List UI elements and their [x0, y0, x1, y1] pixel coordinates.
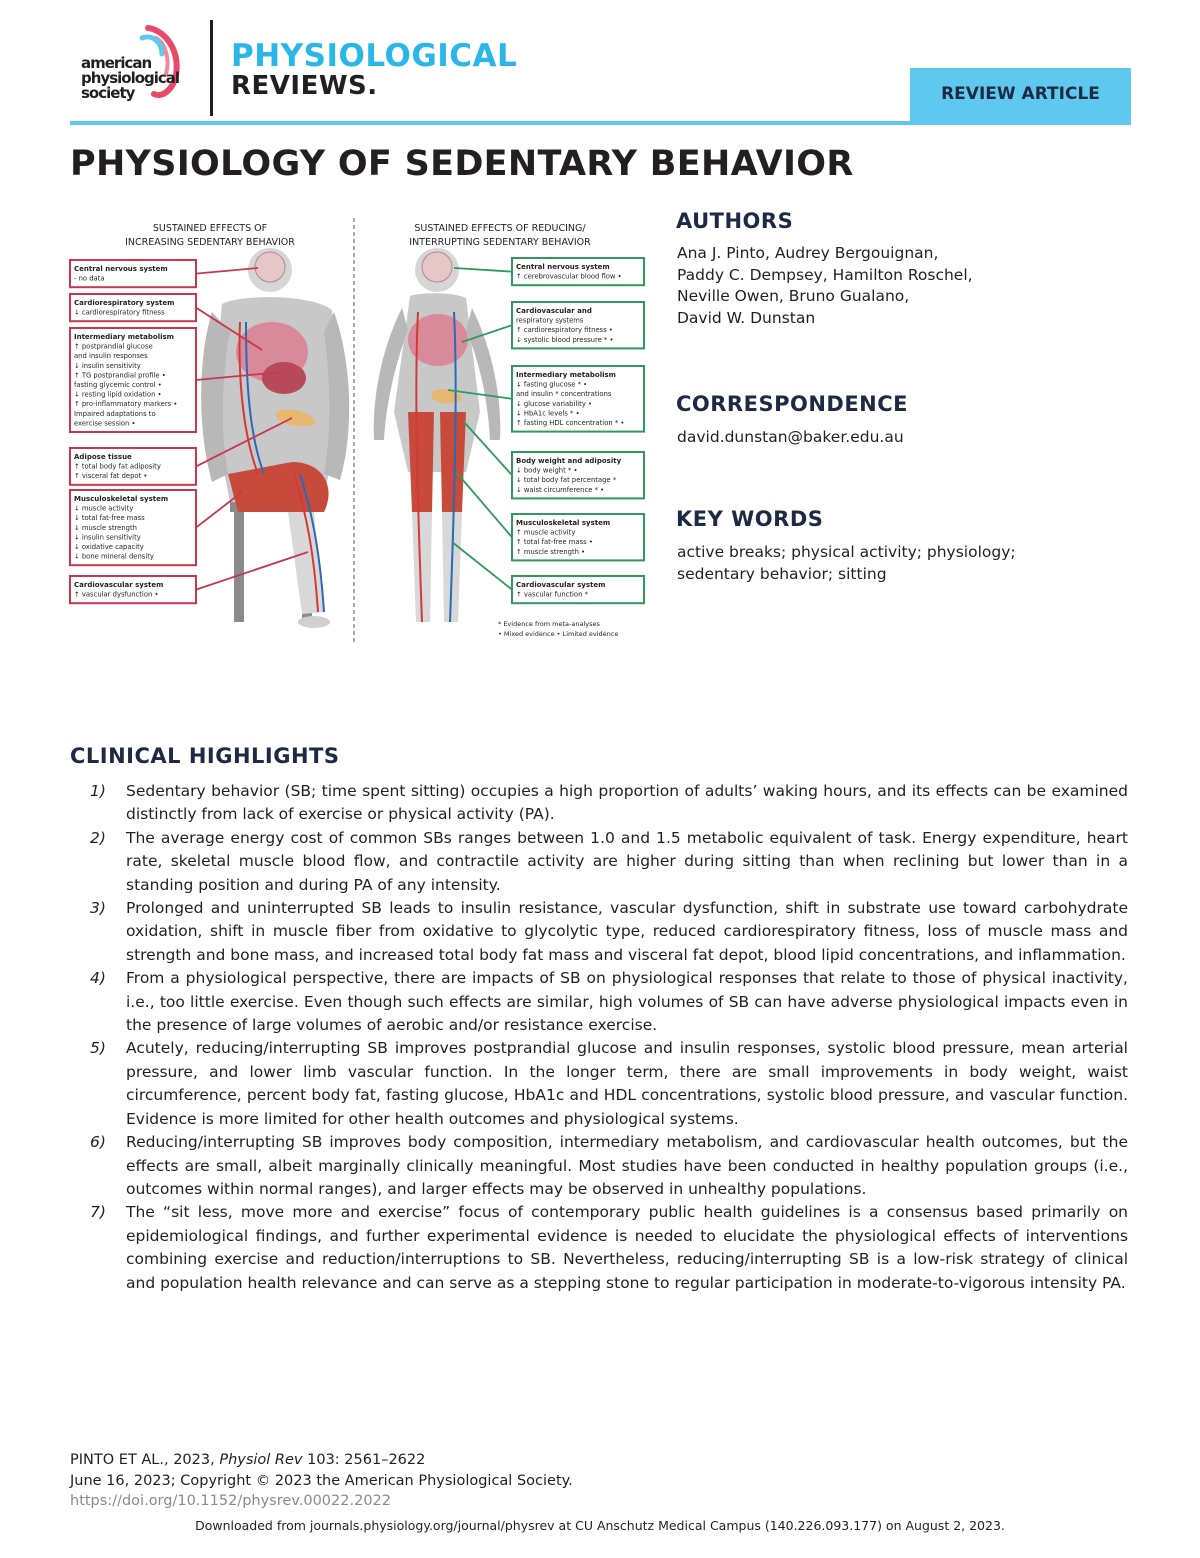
authors-line: Paddy C. Dempsey, Hamilton Roschel,	[677, 265, 973, 284]
right-box-line: ↑ fasting HDL concentration * •	[516, 419, 625, 427]
right-box-line: ↑ muscle activity	[516, 528, 576, 537]
right-box-1	[454, 258, 644, 285]
right-box-line: ↑ muscle strength •	[516, 547, 586, 556]
article-title: PHYSIOLOGY OF SEDENTARY BEHAVIOR	[70, 144, 854, 184]
left-box-line: exercise session •	[74, 419, 136, 428]
right-box-connector	[452, 542, 512, 590]
highlight-text: Reducing/interrupting SB improves body composition, intermediary metabolism, and cardiovascular health outcomes, but the effects are small, albeit marginally clinically meaningful. Most studies have been conducted in healthy population groups (i.e., outcomes within normal ranges), and larger effects may be observed in unhealthy populations.	[126, 1133, 1128, 1198]
highlight-number: 5)	[90, 1039, 106, 1058]
right-box-title: Musculoskeletal system	[516, 519, 611, 527]
highlight-text: The “sit less, move more and exercise” focus of contemporary public health guidelines is a consensus based primarily on epidemiological findings, and further experimental evidence is needed to elucidate the physiological effects of interventions combining exercise and reduction/interruptions to SB. Nevertheless, reducing/interrupting SB is a low-risk strategy of clinical and population health relevance and can serve as a stepping stone to regular participation in moderate-to-vigorous intensity PA.	[126, 1203, 1128, 1292]
right-box-line: ↑ cerebrovascular blood flow •	[516, 272, 622, 281]
authors-list	[677, 243, 973, 329]
authors-line: David W. Dunstan	[677, 308, 816, 327]
doi-link[interactable]: https://doi.org/10.1152/physrev.00022.2022	[70, 1493, 391, 1509]
right-box-title: Intermediary metabolism	[516, 371, 616, 379]
figure-legend-line-2: • Mixed evidence • Limited evidence	[498, 630, 619, 638]
right-box-line: and insulin * concentrations	[516, 390, 612, 399]
highlight-item	[70, 967, 1128, 1037]
right-box-connector	[456, 472, 512, 537]
left-box-title: Cardiovascular system	[74, 581, 164, 589]
left-box-title: Adipose tissue	[74, 453, 132, 461]
citation-journal: Physiol Rev	[219, 1452, 303, 1468]
citation-volume-pages: 103: 2561–2622	[307, 1452, 426, 1468]
highlight-text: Prolonged and uninterrupted SB leads to insulin resistance, vascular dysfunction, shift in substrate use toward carbohydrate oxidation, shift in muscle fiber from oxidative to glycolytic type, reduced cardiorespiratory fitness, loss of muscle mass and strength and bone mass, and increased total body fat mass and visceral fat depot, blood lipid concentrations, and inflammation.	[126, 899, 1128, 964]
left-box-line: - no data	[74, 274, 105, 283]
right-box-title: Central nervous system	[516, 263, 610, 271]
doi-line	[70, 1491, 391, 1511]
society-line-2: physiological	[81, 69, 180, 87]
left-box-line: ↓ total fat-free mass	[74, 514, 145, 523]
article-type-label: REVIEW ARTICLE	[941, 84, 1100, 104]
left-box-line: Impaired adaptations to	[74, 409, 156, 418]
clinical-highlights-heading: CLINICAL HIGHLIGHTS	[70, 744, 340, 768]
left-box-line: fasting glycemic control •	[74, 381, 162, 389]
clinical-highlights-list	[70, 780, 1128, 1295]
left-box-line: ↓ resting lipid oxidation •	[74, 390, 162, 399]
left-box-line: ↑ visceral fat depot •	[74, 472, 148, 481]
left-box-line: ↓ muscle strength	[74, 523, 137, 532]
left-box-line: ↓ muscle activity	[74, 504, 134, 513]
left-box-line: ↓ cardiorespiratory fitness	[74, 308, 165, 317]
highlight-item	[70, 827, 1128, 897]
left-box-line: ↑ pro-inflammatory markers •	[74, 400, 178, 409]
left-box-line: and insulin responses	[74, 352, 148, 361]
figure-legend-line-1: * Evidence from meta-analyses	[498, 620, 600, 628]
keywords-list	[677, 542, 1016, 585]
right-box-line: ↓ HbA1c levels * •	[516, 409, 580, 418]
authors-line: Neville Owen, Bruno Gualano,	[677, 287, 910, 305]
seated-figure-illustration	[201, 248, 349, 628]
keywords-line: active breaks; physical activity; physiology;	[677, 543, 1016, 561]
figure-left-heading-2: INCREASING SEDENTARY BEHAVIOR	[125, 237, 295, 248]
society-line-1: american	[81, 54, 152, 72]
highlight-text: Sedentary behavior (SB; time spent sitting) occupies a high proportion of adults’ waking hours, and its effects can be examined distinctly from lack of exercise or physical activity (PA).	[126, 782, 1128, 824]
authors-line: Ana J. Pinto, Audrey Bergouignan,	[677, 244, 939, 262]
highlight-number: 4)	[90, 969, 106, 988]
figure-right-heading-2: INTERRUPTING SEDENTARY BEHAVIOR	[409, 237, 591, 248]
highlight-number: 1)	[90, 782, 106, 800]
highlight-text: From a physiological perspective, there are impacts of SB on physiological responses that relate to those of physical inactivity, i.e., too little exercise. Even though such effects are similar, high volumes of SB can have adverse physiological impacts even in the presence of large volumes of aerobic and/or resistance exercise.	[126, 969, 1128, 1035]
left-box-line: ↓ insulin sensitivity	[74, 361, 141, 370]
highlight-number: 2)	[90, 828, 106, 847]
right-box-2	[462, 302, 644, 348]
highlight-item	[70, 1201, 1128, 1295]
society-line-3: society	[81, 84, 135, 102]
correspondence-heading: CORRESPONDENCE	[676, 392, 909, 416]
right-box-line: ↓ total body fat percentage *	[516, 476, 617, 485]
left-box-line: ↑ total body fat adiposity	[74, 462, 161, 471]
figure-right-heading-1: SUSTAINED EFFECTS OF REDUCING/	[414, 223, 586, 234]
highlight-item	[70, 897, 1128, 967]
right-effects-boxes	[448, 258, 644, 603]
citation-authors: PINTO ET AL., 2023,	[70, 1452, 215, 1468]
left-box-title: Intermediary metabolism	[74, 333, 174, 341]
left-box-line: ↓ oxidative capacity	[74, 543, 144, 551]
right-box-connector	[454, 268, 512, 272]
right-box-line: ↓ body weight * •	[516, 466, 578, 475]
left-box-line: ↓ insulin sensitivity	[74, 533, 141, 542]
right-box-line: ↓ fasting glucose * •	[516, 380, 588, 389]
right-box-line: ↑ cardiorespiratory fitness •	[516, 326, 613, 335]
correspondence-email[interactable]: david.dunstan@baker.edu.au	[677, 428, 904, 446]
authors-heading: AUTHORS	[676, 209, 794, 233]
left-box-line: ↑ TG postprandial profile •	[74, 371, 166, 380]
figure-left-heading-1: SUSTAINED EFFECTS OF	[152, 223, 268, 234]
right-box-line: respiratory systems	[516, 316, 584, 325]
left-box-line: ↓ bone mineral density	[74, 552, 154, 561]
left-box-5	[70, 490, 242, 565]
header-divider	[210, 20, 213, 116]
left-box-line: ↑ postprandial glucose	[74, 342, 153, 351]
highlight-text: Acutely, reducing/interrupting SB improves postprandial glucose and insulin responses, systolic blood pressure, mean arterial pressure, and lower limb vascular function. In the longer term, there are small improvements in body weight, waist circumference, percent body fat, fasting glucose, HbA1c and HDL concentrations, systolic blood pressure, and vascular function. Evidence is more limited for other health outcomes and physiological systems.	[126, 1039, 1128, 1128]
right-box-title: Cardiovascular and	[516, 307, 592, 315]
highlight-item	[70, 780, 1128, 827]
publication-date-line: June 16, 2023; Copyright © 2023 the American Physiological Society.	[70, 1473, 573, 1489]
left-box-line: ↑ vascular dysfunction •	[74, 590, 159, 599]
right-box-line: ↑ total fat-free mass •	[516, 538, 593, 547]
highlight-item	[70, 1131, 1128, 1201]
right-box-title: Cardiovascular system	[516, 581, 606, 589]
left-box-connector	[196, 552, 308, 590]
journal-name-line-2: REVIEWS.	[231, 71, 378, 101]
left-box-1	[70, 260, 258, 287]
right-box-line: ↓ waist circumference * •	[516, 485, 605, 494]
download-note: Downloaded from journals.physiology.org/journal/physrev at CU Anschutz Medical Campus (140.226.093.177) on August 2, 2023.	[195, 1518, 1005, 1533]
journal-name-line-1: PHYSIOLOGICAL	[231, 38, 518, 74]
highlight-item	[70, 1037, 1128, 1131]
graphical-abstract	[62, 212, 652, 652]
keywords-line: sedentary behavior; sitting	[677, 564, 887, 583]
highlight-text: The average energy cost of common SBs ranges between 1.0 and 1.5 metabolic equivalent of task. Energy expenditure, heart rate, skeletal muscle blood flow, and contractile activity are higher during sitting than when reclining but lower than in a standing position and during PA of any intensity.	[126, 828, 1128, 894]
society-name	[81, 56, 201, 101]
highlight-number: 7)	[90, 1203, 106, 1222]
citation-line	[70, 1450, 425, 1470]
left-box-title: Central nervous system	[74, 265, 168, 273]
header-rule	[70, 121, 1131, 125]
left-box-title: Cardiorespiratory system	[74, 299, 175, 307]
highlight-number: 6)	[90, 1133, 106, 1152]
keywords-heading: KEY WORDS	[676, 507, 824, 531]
left-box-title: Musculoskeletal system	[74, 495, 169, 503]
highlight-number: 3)	[90, 899, 106, 918]
right-box-line: ↑ vascular function *	[516, 590, 588, 599]
right-box-line: ↓ systolic blood pressure * •	[516, 335, 614, 344]
right-box-line: ↓ glucose variability •	[516, 399, 593, 408]
right-box-title: Body weight and adiposity	[516, 457, 622, 465]
